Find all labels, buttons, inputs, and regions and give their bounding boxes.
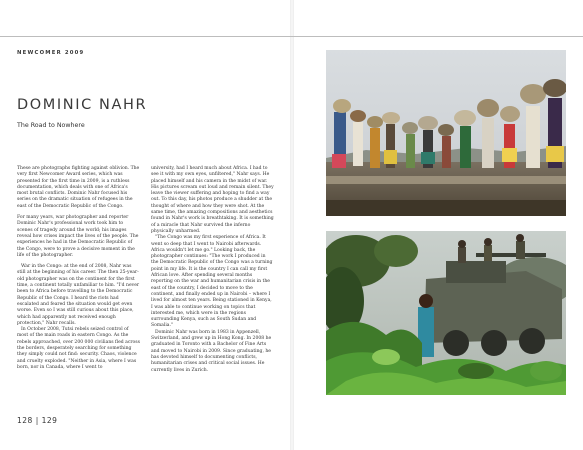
photo-armored-vehicle (326, 231, 566, 395)
paragraph: These are photographs fighting against oblivion. The very first Newcomer Award series, which was presented for the first time in 2009, is a ruthless documentation, which deals with one of Africa's most brutal conflicts. Dominic Nahr focused his series on the dramatic situation of refugees in the east of the Democratic Republic of the Congo. (17, 166, 140, 209)
paragraph: "The Congo was my first experience of Africa. It went so deep that I went to Nairobi afterwards. Africa wouldn't let me go." Looking back, the photographer continues: "The work I produced in the Democratic Republic of the Congo was a turning point in my life. It is the country I can call my first African love. After spending several months reporting on the war and humanitarian crisis in the east of the country, I decided to move to the continent, and finally ended up in Nairobi – where I lived for almost ten years. Being stationed in Kenya, I was able to continue working on topics that interested me, which were in the regions surrounding Kenya, such as South Sudan and Somalia." (151, 235, 273, 329)
section-label: NEWCOMER 2009 (17, 50, 85, 56)
text-column-2 (151, 166, 274, 374)
paragraph: university, had I heard much about Africa. I had to see it with my own eyes, unfiltered," Nahr says. He placed himself and his camera in the midst of war. His pictures scream out loud and remain silent. They leave the viewer suffering and hoping to find a way out. To this day, his photos produce a shudder at the thought of where and how they were shot. At the same time, the amazing compositions and aesthetics found in Nahr's work is breathtaking. It is something of a miracle that Nahr survived the inferno physically unharmed. (151, 166, 274, 234)
paragraph: For many years, war photographer and reporter Dominic Nahr's professional work took him to scenes of tragedy around the world; his images reveal how crises impact the lives of the people. The experiences he had in the Democratic Republic of the Congo, were to prove a decisive moment in the life of the photographer. (17, 215, 139, 258)
text-column-1 (17, 166, 140, 371)
article-subtitle: The Road to Nowhere (17, 122, 85, 129)
photo-refugees-walking (326, 50, 566, 216)
page-numbers: 128 | 129 (17, 416, 58, 425)
paragraph: In October 2008, Tutsi rebels seized control of most of the main roads in eastern Congo. As the rebels approached, over 200 000 civilians fled across the borders, desperately searching for something they simply could not find: security. Chaos, violence and cruelty exploded. "Neither in Asia, where I was born, nor in Canada, where I went to (17, 327, 140, 370)
page-gutter (290, 0, 294, 450)
header-rule (0, 36, 583, 37)
refugees-walking-image (326, 50, 566, 216)
paragraph: Dominic Nahr was born in 1983 in Appenzell, Switzerland, and grew up in Hong Kong. In 2008 he graduated in Toronto with a Bachelor of Fine Arts and moved to Nairobi in 2009. Since graduating, he has devoted himself to documenting conflicts, humanitarian crises and critical social issues. He currently lives in Zurich. (151, 329, 272, 373)
article-title: DOMINIC NAHR (17, 97, 148, 113)
armored-vehicle-image (326, 231, 566, 395)
paragraph: War in the Congo: at the end of 2008, Nahr was still at the beginning of his career. The then 25-year-old photographer was on the continent for the first time, a continent totally unfamiliar to him. "I'd never been to Africa before travelling to the Democratic Republic of the Congo. I heard the riots had escalated and feared the situation would get even worse. Even so I was still curious about this place, which had apparently not received enough protection," Nahr recalls. (17, 264, 140, 326)
